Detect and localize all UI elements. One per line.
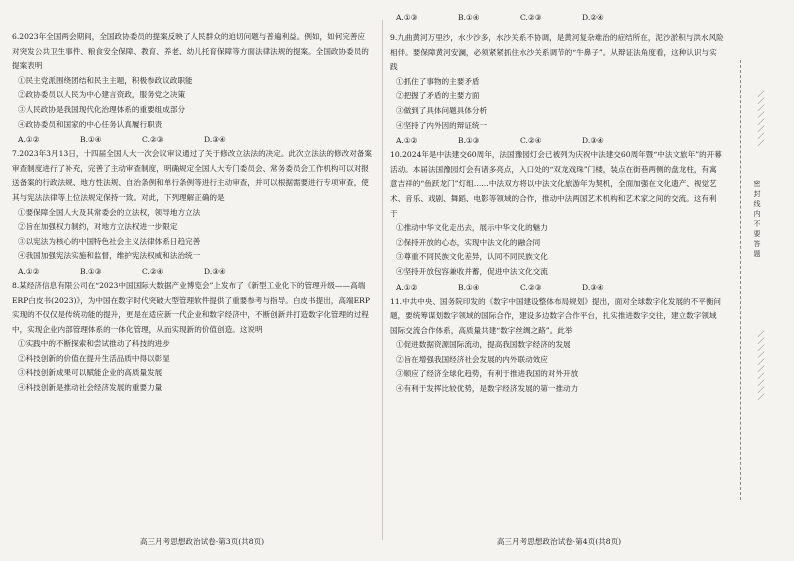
choice-a: A.①② [396,136,418,146]
question-6-choices [12,132,372,147]
question-8-choices [390,10,724,25]
choice-c: C.②④ [142,266,164,276]
choice-c: C.②③ [520,282,542,292]
question-10-option-2: ②保持开放的心态，实现中法文化的融合同 [396,237,541,247]
question-9-stem: 9.九曲黄河万里沙，水少沙多，水沙关系不协调，是黄河复杂难治的症结所在，泥沙淤积与洪水风险相伴。要保障黄河安澜，必须紧紧抓住水沙关系调节的“牛鼻子”。从辩证法角度看，这种认识与实践 [390,33,724,72]
choice-d: D.③④ [582,282,604,292]
question-11-stem: 11.中共中央、国务院印发的《数字中国建设整体布局规划》提出，面对全球数字化发展的不平衡问题，要统筹谋划数字领域的国际合作，建设多边数字合作平台，扎实推进数字交往，建立数字领域国际交流合作体系，高质量共建“数字丝绸之路”。此举 [390,296,722,335]
question-11 [390,295,724,397]
seal-dashes-bottom: ／／／／／／／／／／ [757,330,765,400]
question-6-option-4: ④政协委员和国家的中心任务认真履行职责 [18,119,163,129]
question-7-stem: 7.2023年3月13日，十四届全国人大一次会议审议通过了关于修改立法法的决定。此次立法法的修改对备案审查制度进行了补充，完善了主动审查制度，明确规定全国人大专门委员会、常务委员会工作机构可以对报送备案的行政法规、地方性法规、自治条例和单行条例等进行主动审查，并可以根据需要进行专项审查，使其与宪法法律等上位法规定保持一致。对此，下列理解正确的是 [12,149,372,202]
question-8-option-1: ①实践中的不断探索和尝试推动了科技的进步 [18,339,170,349]
question-7-option-3: ③以宪法为核心的中国特色社会主义法律体系日趋完善 [18,236,201,246]
question-9-option-2: ②把握了矛盾的主要方面 [396,91,480,101]
seal-dashes-top: ／／／／／／／／ [757,90,765,146]
question-7-option-2: ②旨在加强权力制约，对地方立法权进一步限定 [18,222,178,232]
seal-text: 密封线内不要答题 [753,180,761,260]
choice-a: A.①② [18,135,40,145]
question-7-option-4: ④我国加强宪法实施和监督，维护宪法权威和法治统一 [18,251,201,261]
question-7-choices [12,264,372,279]
page-4 [386,0,724,561]
question-9-choices [390,133,724,148]
choice-a: A.①② [18,266,40,276]
question-8-option-3: ③科技创新成果可以赋能企业的高质量发展 [18,368,163,378]
question-8-option-4: ④科技创新是推动社会经济发展的重要力量 [18,383,163,393]
choice-d: D.③④ [204,135,226,145]
question-8-option-2: ②科技创新的价值在提升生活品质中得以彰显 [18,353,170,363]
question-10-option-4: ④坚持开放包容兼收并蓄，促进中法文化交流 [396,266,548,276]
choice-b: B.①④ [80,135,102,145]
question-6-option-1: ①民主党派围绕团结和民主主题，积极参政议政职能 [18,75,193,85]
question-6-option-2: ②政协委员以人民为中心建言资政，服务党之决策 [18,90,186,100]
choice-b: B.①④ [458,282,480,292]
question-11-option-3: ③顺应了经济全球化趋势，有利于推进我国的对外开放 [396,369,579,379]
page-3 [0,0,380,561]
question-10-choices [390,280,724,295]
page-footer: 高三月考思想政治试卷·第4页(共8页) [496,537,622,546]
choice-c: C.②③ [520,13,542,22]
question-8 [12,279,372,396]
question-7 [12,147,372,279]
choice-c: C.②④ [520,136,542,146]
choice-c: C.②③ [142,135,164,145]
question-9-option-4: ④坚持了内外因的辩证统一 [396,120,488,130]
question-10-stem: 10.2024年是中法建交60周年，法国豫园灯会已被列为庆祝中法建交60周年暨“中法文旅年”的开幕活动。本届法国豫园灯会有诸多亮点，入口处的“双龙戏珠”门楼，装点在街巷两侧的盘龙柱，有寓意吉祥的“鱼跃龙门”灯组……中法双方将以中法文化旅游年为契机，全面加强在文化遗产、视觉艺术、音乐、戏剧、舞蹈、电影等领域的合作，推动中法两国艺术机构和艺术家之间的交流。这有利于 [390,150,722,218]
choice-b: B.①④ [458,13,480,22]
choice-d: D.③④ [582,136,604,146]
question-10 [390,148,724,294]
choice-d: D.②④ [582,13,604,22]
choice-b: B.①③ [458,136,480,146]
page-divider [382,20,383,540]
choice-a: A.①③ [396,13,418,22]
question-9-option-1: ①抓住了事物的主要矛盾 [396,76,480,86]
question-6-option-3: ③人民政协是我国现代化治理体系的重要组成部分 [18,104,186,114]
choice-a: A.①② [396,282,418,292]
question-7-option-1: ①要保障全国人大及其常委会的立法权，领导地方立法 [18,207,201,217]
choice-b: B.①③ [80,266,102,276]
question-9 [390,31,724,148]
question-6-stem: 6.2023年全国两会期间，全国政协委员的提案反映了人民群众的迫切问题与普遍利益。例如，如何完善应对突发公共卫生事件、粮食安全保障、教育、养老、幼儿托育保障等方面法律法规的提案。全国政协委员的提案表明 [12,32,369,71]
question-9-option-3: ③做到了具体问题具体分析 [396,105,488,115]
question-10-option-1: ①推动中华文化走出去，展示中华文化的魅力 [396,223,548,233]
question-11-option-1: ①促进数据资源国际流动，提高我国数字经济的发展 [396,340,571,350]
question-11-option-4: ④有利于发挥比较优势，是数字经济发展的第一推动力 [396,384,579,394]
question-6 [12,30,372,147]
question-8-stem: 8.某经济信息有限公司在“2023中国国际大数据产业博览会”上发布了《新型工业化下的管理升级——高端ERP白皮书(2023)》，为中国在数字时代突破大型管理软件提供了重要参考与指导。白皮书提出，高端ERP实现的不仅仅是传统功能的提升，更是在适应新一代企业和数字经济中，不断创新并打造数字化管理的过程中，实现企业内部管理体系的一体化管理，从而实现新的价值创造。这说明 [12,280,370,334]
question-11-option-2: ②旨在增强我国经济社会发展的内外联动效应 [396,354,548,364]
question-10-option-3: ③尊重不同民族文化差异，认同不同民族文化 [396,252,548,262]
page-footer: 高三月考思想政治试卷·第3页(共8页) [139,537,265,546]
choice-d: D.③④ [204,266,226,276]
